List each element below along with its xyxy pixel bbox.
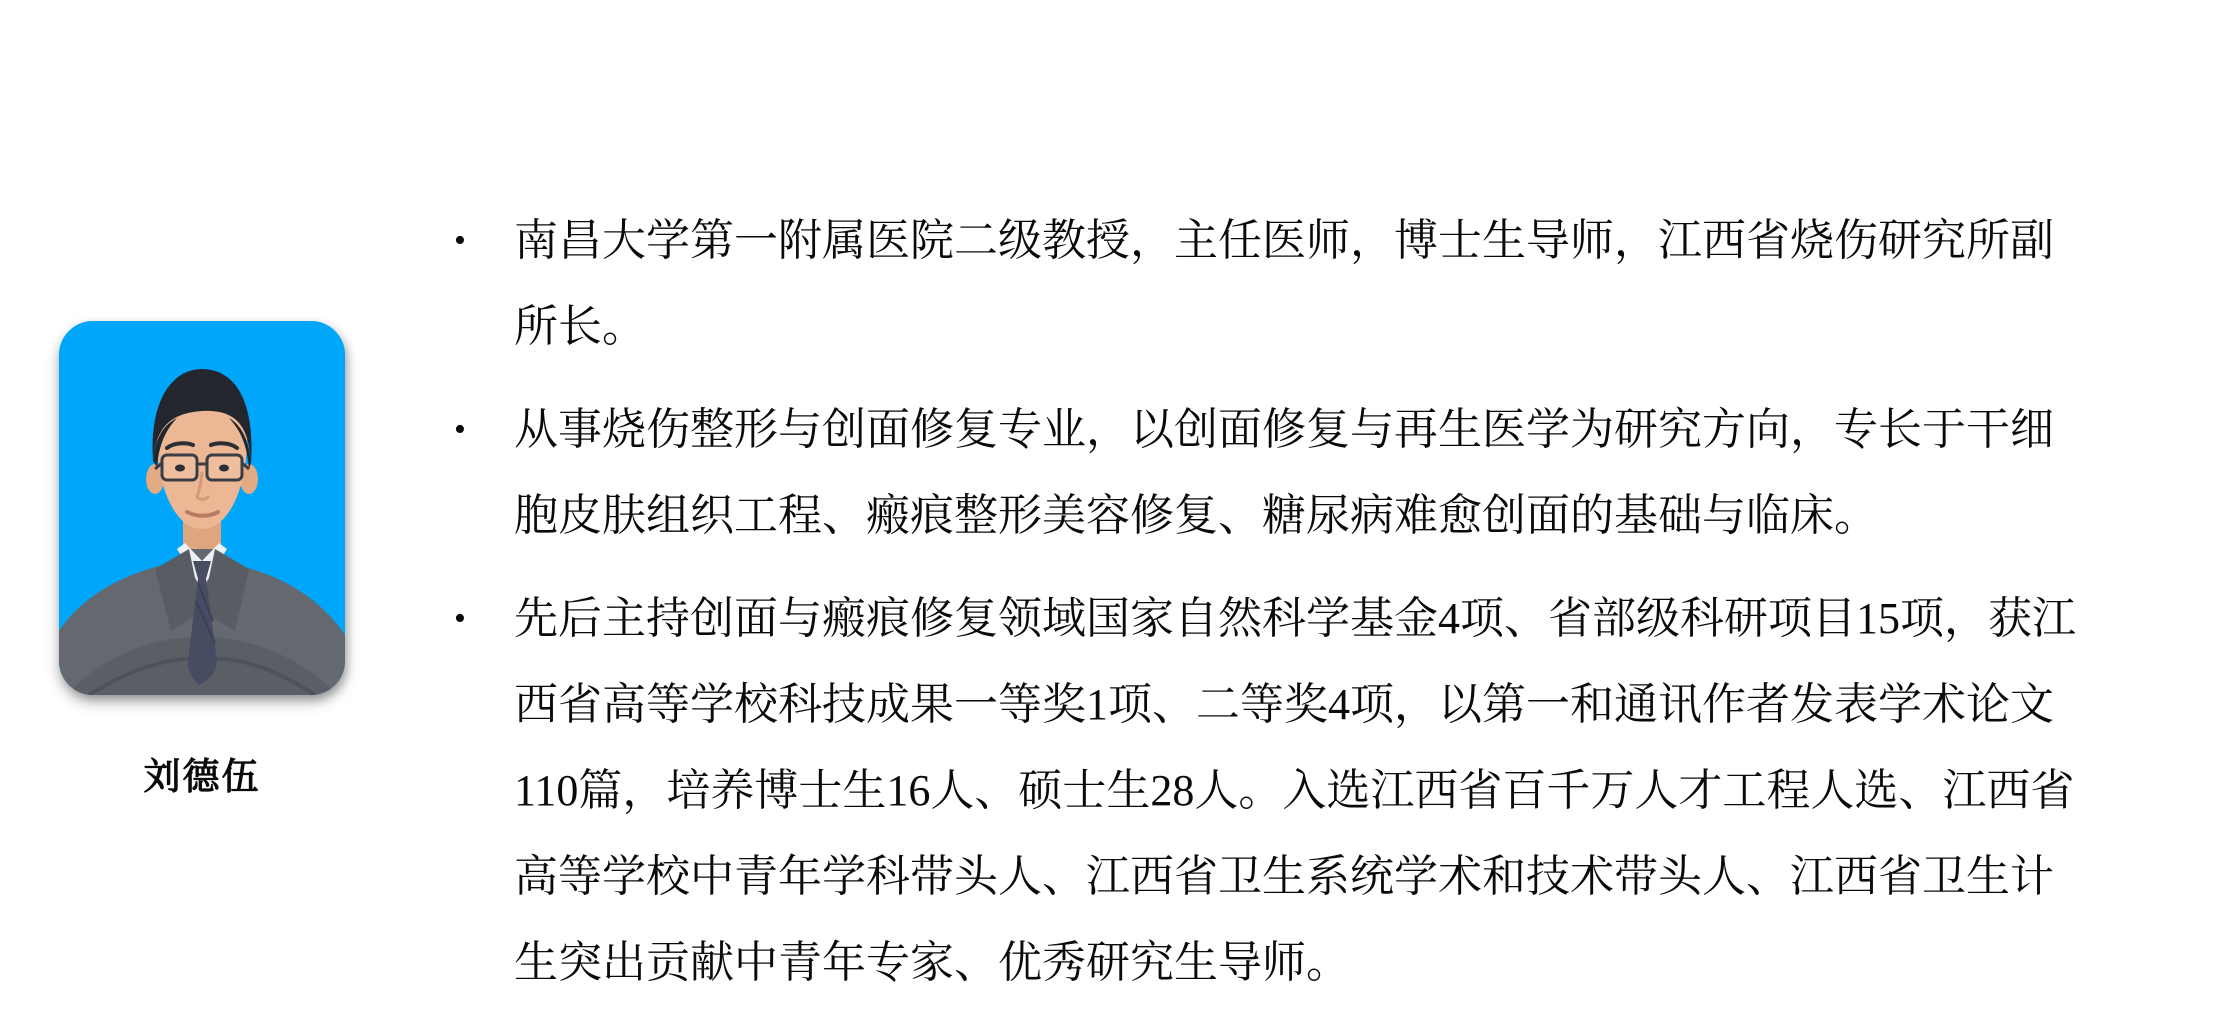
portrait-photo-illustration <box>59 321 345 695</box>
bullet-dot-icon: • <box>454 600 466 637</box>
bio-bullet-3-text: 先后主持创面与瘢痕修复领域国家自然科学基金4项、省部级科研项目15项，获江西省高等学校科技成果一等奖1项、二等奖4项，以第一和通讯作者发表学术论文110篇，培养博士生16人、硕士生28人。入选江西省百千万人才工程人选、江西省高等学校中青年学科带头人、江西省卫生系统学术和技术带头人、江西省卫生计生突出贡献中青年专家、优秀研究生导师。 <box>514 594 2076 987</box>
bullet-dot-icon: • <box>454 222 466 259</box>
bio-bullet-list <box>448 198 2080 1010</box>
bio-bullet-2 <box>448 387 2080 559</box>
bio-bullet-2-text: 从事烧伤整形与创面修复专业，以创面修复与再生医学为研究方向，专长于干细胞皮肤组织工程、瘢痕整形美容修复、糖尿病难愈创面的基础与临床。 <box>514 405 2054 540</box>
bio-bullet-3 <box>448 576 2080 1006</box>
bio-bullet-1 <box>448 198 2080 370</box>
person-name: 刘德伍 <box>143 757 261 798</box>
bio-bullet-1-text: 南昌大学第一附属医院二级教授，主任医师，博士生导师，江西省烧伤研究所副所长。 <box>514 216 2054 351</box>
portrait-photo <box>59 321 345 695</box>
bullet-dot-icon: • <box>454 411 466 448</box>
